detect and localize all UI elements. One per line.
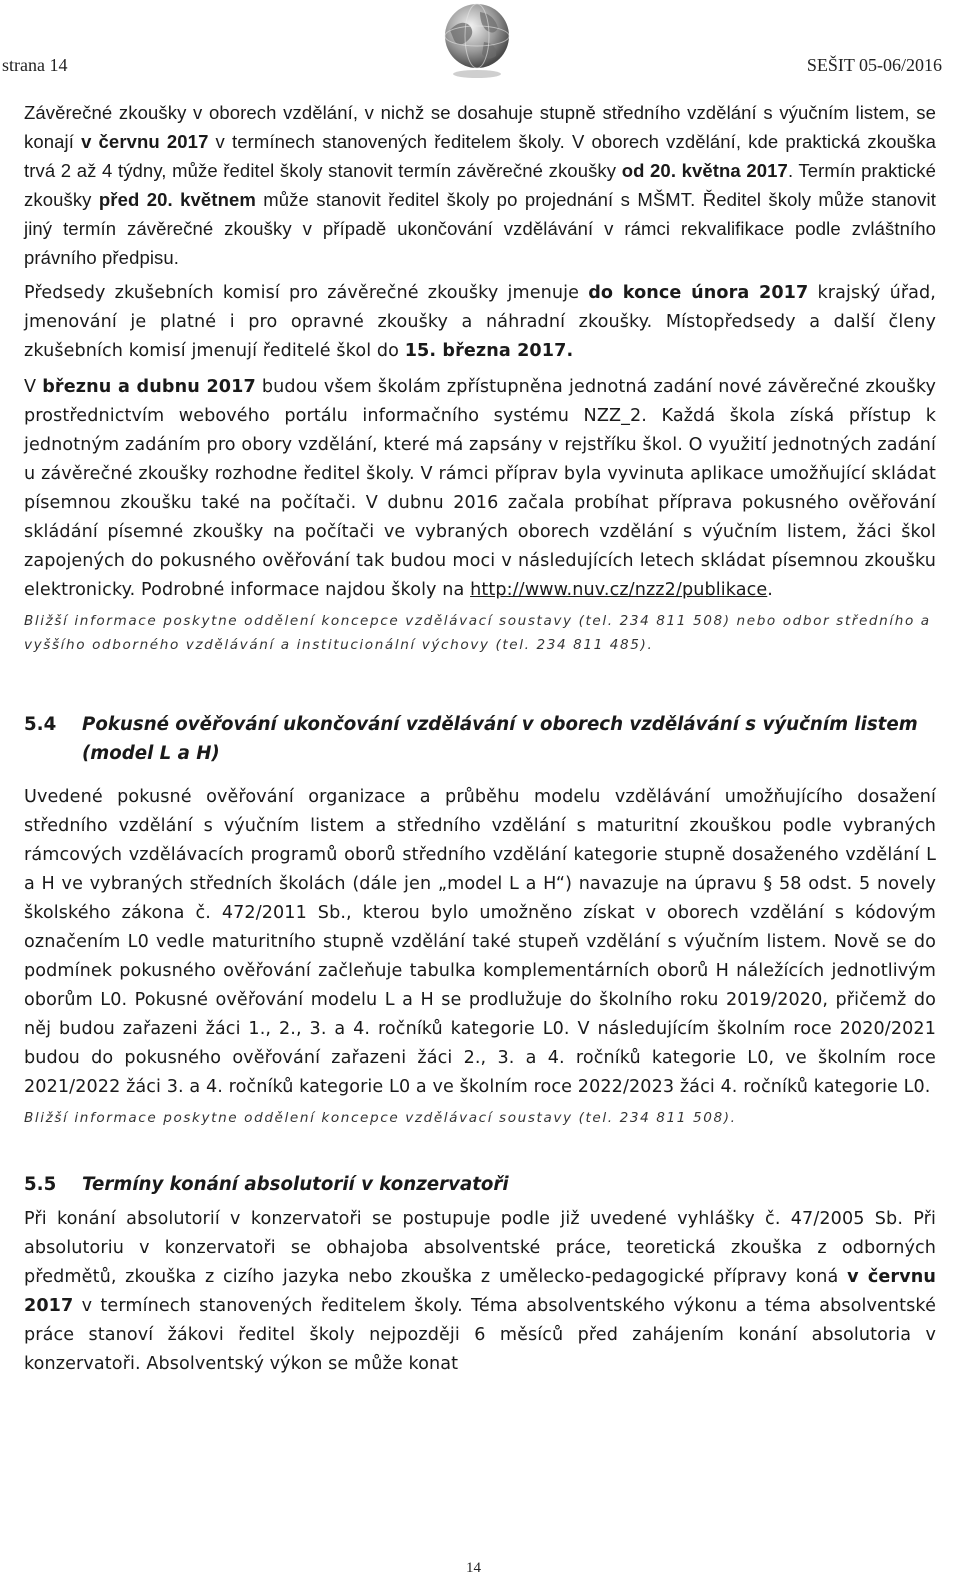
section-title: Pokusné ověřování ukončování vzdělávání v oborech vzdělávání s výučním listem (model L a H): [82, 714, 918, 764]
page-number: 14: [466, 1560, 481, 1576]
paragraph-model-l-h: Uvedené pokusné ověřování organizace a průběhu modelu vzdělávání umožňujícího dosažení středního vzdělání s výučním listem a středního vzdělání s maturitní zkouškou podle vybraných rámcových vzdělávacích programů oborů středního vzdělání kategorie stupně dosaženého vzdělání L a H ve vybraných středních školách (dále jen „model L a H“) navazuje na úpravu § 58 odst. 5 novely školského zákona č. 472/2011 Sb., kterou bylo umožněno získat v oborech vzdělání s kódovým označením L0 vedle maturitního stupně vzdělání také stupeň vzdělání s výučním listem. Nově se do podmínek pokusného ověřování začleňuje tabulka komplementárních oborů H náležících jednotlivým oborům L0. Pokusné ověřování modelu L a H se prodlužuje do školního roku 2019/2020, přičemž do něj budou zařazeni žáci 1., 2., 3. a 4. ročníků kategorie L0. V následujícím školním roce 2020/2021 budou do pokusného ověřování zařazeni žáci 2., 3. a 4. ročníků kategorie L0, ve školním roce 2021/2022 žáci 3. a 4. ročníků kategorie L0 a ve školním roce 2022/2023 žáci 4. ročníků kategorie L0.: [24, 787, 936, 1097]
document-body: [24, 98, 936, 1386]
nzz2-publications-link[interactable]: http://www.nuv.cz/nzz2/publikace: [470, 580, 768, 600]
section-5-5-heading: [24, 1170, 936, 1199]
contact-note-2: Bližší informace poskytne oddělení koncepce vzdělávací soustavy (tel. 234 811 508).: [24, 1110, 737, 1126]
page-label: strana 14: [2, 55, 68, 75]
paragraph-final-exams: Závěrečné zkoušky v oborech vzdělání, v nichž se dosahuje stupně středního vzdělání s výučním listem, se konají v červnu 2017 v termínech stanovených ředitelem školy. V oborech vzdělání, kde praktická zkouška trvá 2 až 4 týdny, může ředitel školy stanovit termín závěrečné zkoušky od 20. května 2017. Termín praktické zkoušky před 20. květnem může stanovit ředitel školy po projednání s MŠMT. Ředitel školy může stanovit jiný termín závěrečné zkoušky v případě ukončování vzdělávání v rámci rekvalifikace podle zvláštního právního předpisu.: [24, 102, 937, 268]
section-5-4-heading: [24, 710, 936, 768]
paragraph-exam-committees: Předsedy zkušebních komisí pro závěrečné zkoušky jmenuje do konce února 2017 krajský úřad, jmenování je platné i pro opravné zkoušky a náhradní zkoušky. Místopředsedy a další členy zkušebních komisí jmenují ředitelé škol do 15. března 2017.: [24, 283, 936, 361]
section-number: 5.4: [24, 714, 57, 735]
paragraph-unified-assignments: V březnu a dubnu 2017 budou všem školám zpřístupněna jednotná zadání nové závěrečné zkoušky prostřednictvím webového portálu informačního systému NZZ_2. Každá škola získá přístup k jednotným zadáním pro obory vzdělání, které má zapsány v rejstříku škol. O využití jednotných zadání u závěrečné zkoušky rozhodne ředitel školy. V rámci příprav byla vyvinuta aplikace umožňující skládat písemnou zkoušku také na počítači. V dubnu 2016 začala probíhat příprava pokusného ověřování skládání písemné zkoušky na počítači ve vybraných oborech vzdělání s výučním listem, žáci škol zapojených do pokusného ověřování tak budou moci v následujících letech skládat písemnou zkoušku elektronicky. Podrobné informace najdou školy na http://www.nuv.cz/nzz2/publikace.: [24, 377, 937, 600]
section-number: 5.5: [24, 1174, 57, 1195]
contact-note-1: Bližší informace poskytne oddělení koncepce vzdělávací soustavy (tel. 234 811 508) nebo odbor středního a vyššího odborného vzdělávání a institucionální výchovy (tel. 234 811 485).: [24, 613, 931, 653]
paragraph-conservatory: Při konání absolutorií v konzervatoři se postupuje podle již uvedené vyhlášky č. 47/2005 Sb. Při absolutoriu v konzervatoři se obhajoba absolventské práce, teoretická zkouška z odborných předmětů, zkouška z cizího jazyka nebo zkouška z umělecko-pedagogické přípravy koná v červnu 2017 v termínech stanovených ředitelem školy. Téma absolventského výkonu a téma absolventské práce stanoví žákovi ředitel školy nejpozději 6 měsíců před zahájením konání absolutoria v konzervatoři. Absolventský výkon se může konat: [24, 1209, 936, 1374]
globe-logo-icon: [436, 0, 518, 80]
issue-label: SEŠIT 05-06/2016: [806, 55, 942, 75]
section-title: Termíny konání absolutorií v konzervatoři: [82, 1174, 509, 1195]
